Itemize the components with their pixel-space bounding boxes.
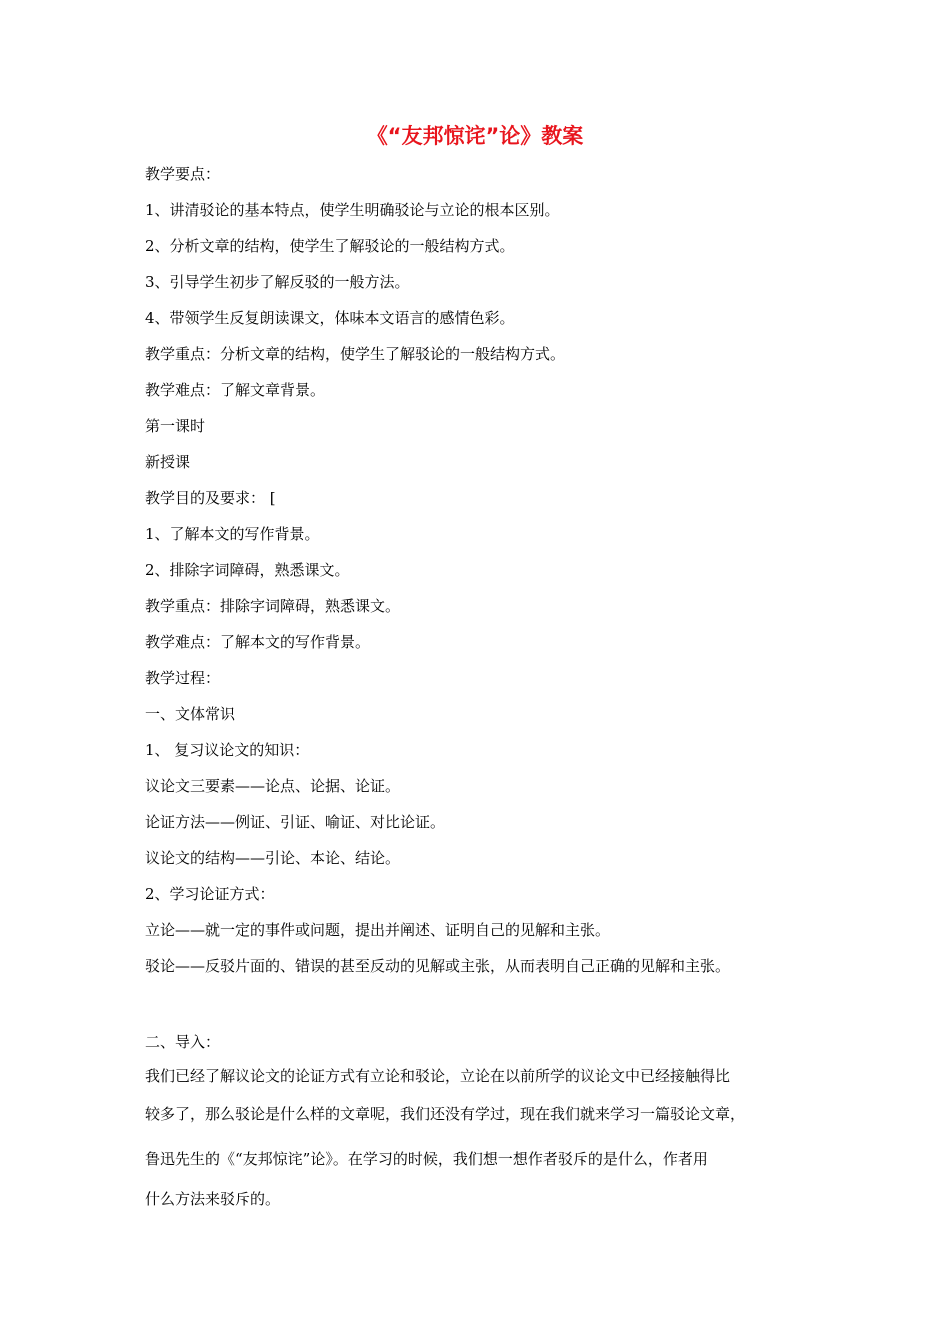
review-item: 1、 复习议论文的知识： — [145, 741, 310, 759]
objective-2: 2、排除字词障碍，熟悉课文。 — [145, 561, 350, 579]
section-heading-key-points: 教学要点： — [145, 165, 221, 183]
teaching-focus: 教学重点：分析文章的结构，使学生了解驳论的一般结构方式。 — [145, 345, 566, 363]
constructive-argument: 立论——就一定的事件或问题，提出并阐述、证明自己的见解和主张。 — [145, 921, 611, 939]
process-heading: 教学过程： — [145, 669, 221, 687]
section-two-heading: 二、导入： — [145, 1033, 221, 1051]
teaching-difficulty: 教学难点：了解文章背景。 — [145, 381, 326, 399]
three-elements: 议论文三要素——论点、论据、论证。 — [145, 777, 401, 795]
key-point-1: 1、讲清驳论的基本特点，使学生明确驳论与立论的根本区别。 — [145, 201, 560, 219]
first-lesson-heading: 第一课时 — [145, 417, 206, 435]
lesson-type: 新授课 — [145, 453, 191, 471]
argument-styles-heading: 2、学习论证方式： — [145, 885, 275, 903]
essay-structure: 议论文的结构——引论、本论、结论。 — [145, 849, 401, 867]
key-point-3: 3、引导学生初步了解反驳的一般方法。 — [145, 273, 410, 291]
argument-methods: 论证方法——例证、引证、喻证、对比论证。 — [145, 813, 446, 831]
intro-line-4: 什么方法来驳斥的。 — [145, 1190, 281, 1208]
intro-line-3: 鲁迅先生的《“友邦惊诧”论》。在学习的时候，我们想一想作者驳斥的是什么，作者用 — [145, 1150, 708, 1168]
objectives-heading: 教学目的及要求： [ — [145, 489, 276, 507]
lesson-difficulty: 教学难点：了解本文的写作背景。 — [145, 633, 371, 651]
objective-1: 1、了解本文的写作背景。 — [145, 525, 320, 543]
intro-line-2: 较多了，那么驳论是什么样的文章呢，我们还没有学过，现在我们就来学习一篇驳论文章， — [145, 1105, 746, 1123]
key-point-4: 4、带领学生反复朗读课文，体味本文语言的感情色彩。 — [145, 309, 515, 327]
rebuttal-argument: 驳论——反驳片面的、错误的甚至反动的见解或主张，从而表明自己正确的见解和主张。 — [145, 957, 731, 975]
lesson-focus: 教学重点：排除字词障碍，熟悉课文。 — [145, 597, 401, 615]
section-one-heading: 一、文体常识 — [145, 705, 236, 723]
intro-line-1: 我们已经了解议论文的论证方式有立论和驳论，立论在以前所学的议论文中已经接触得比 — [145, 1067, 731, 1085]
key-point-2: 2、分析文章的结构，使学生了解驳论的一般结构方式。 — [145, 237, 515, 255]
document-title: 《“友邦惊诧”论》教案 — [366, 124, 584, 148]
